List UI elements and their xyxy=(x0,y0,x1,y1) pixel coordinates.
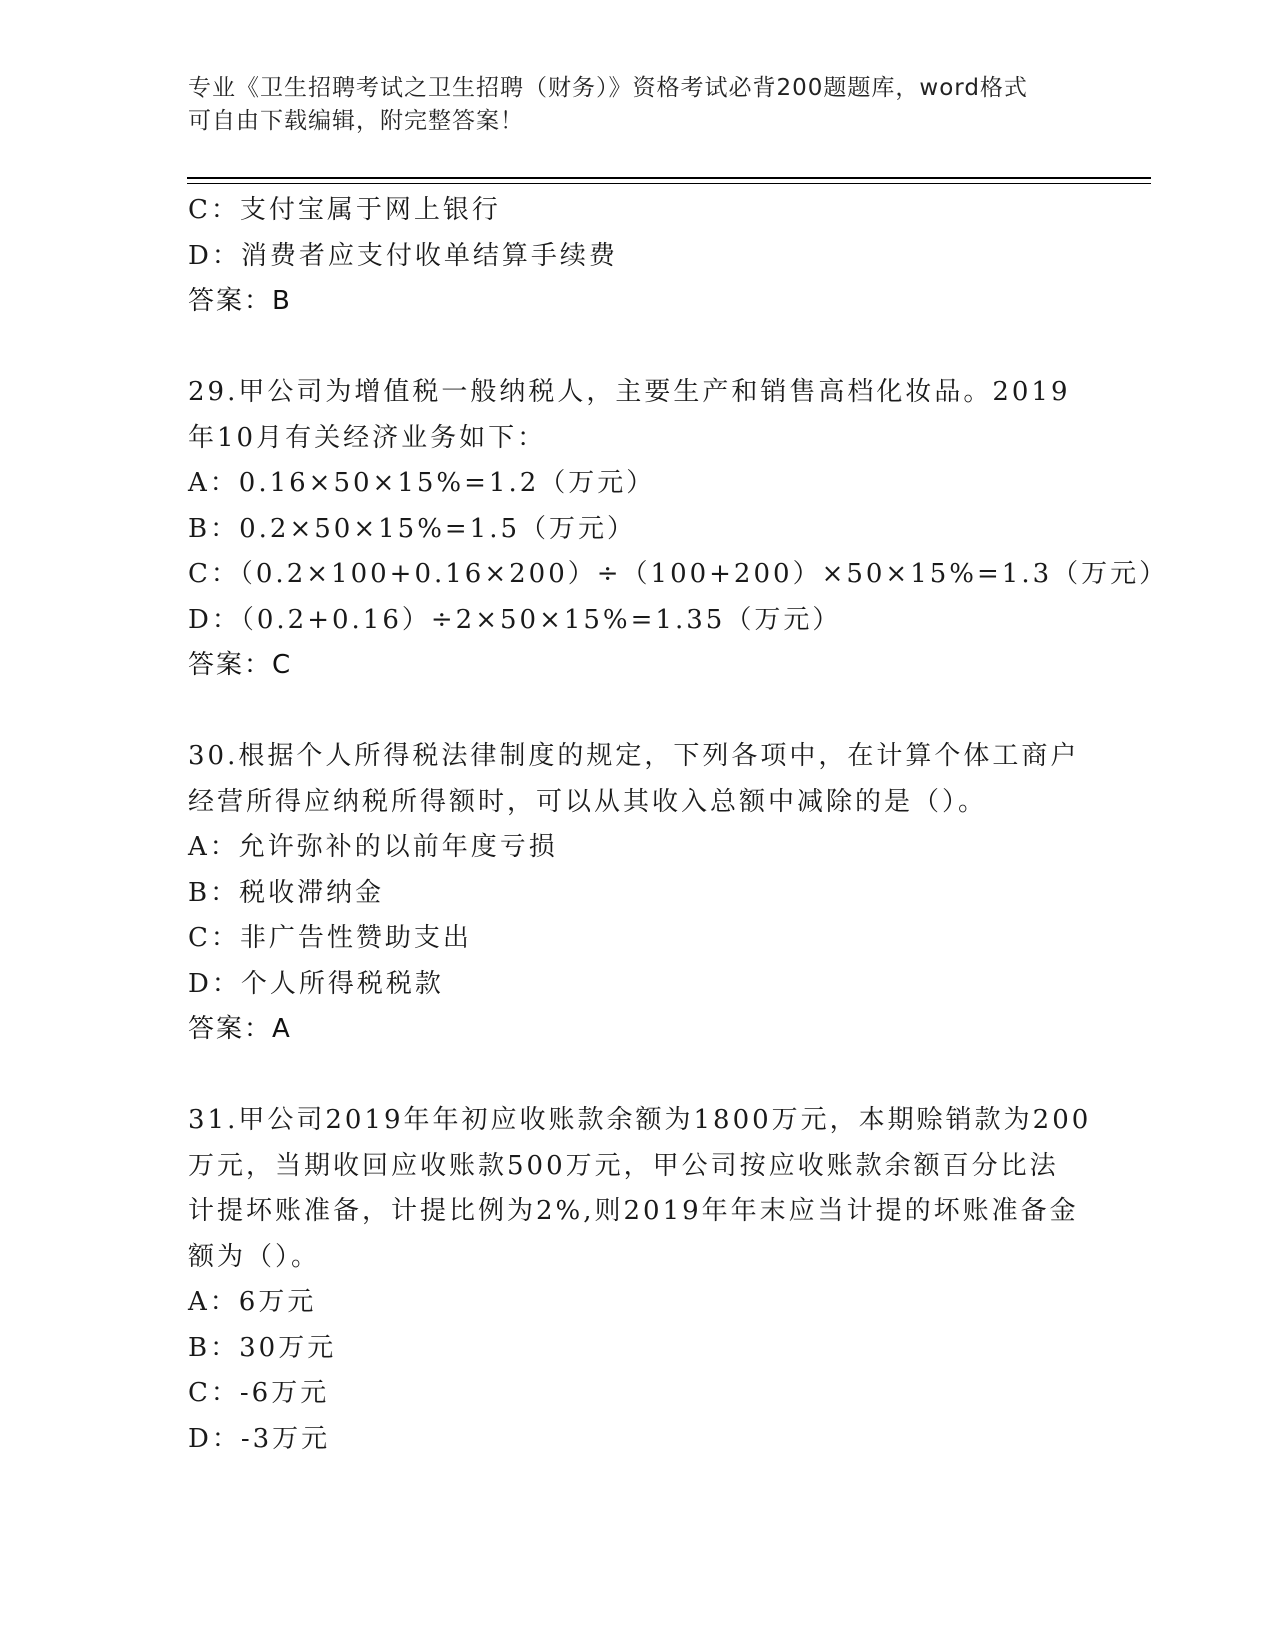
question-stem-line: 年10月有关经济业务如下： xyxy=(188,422,547,453)
option-d: D：个人所得税税款 xyxy=(188,968,444,999)
option-a: A：允许弥补的以前年度亏损 xyxy=(188,832,558,862)
option-d: D：（0.2+0.16）÷2×50×15%=1.35（万元） xyxy=(188,604,842,635)
option-a: A：6万元 xyxy=(188,1287,317,1317)
spacer xyxy=(188,325,1088,371)
spacer xyxy=(188,689,1088,735)
answer-line: 答案：B xyxy=(188,286,292,316)
option-c: C：（0.2×100+0.16×200）÷（100+200）×50×15%=1.3（万元） xyxy=(188,559,1169,589)
answer-line: 答案：C xyxy=(188,650,293,680)
option-b: B：税收滞纳金 xyxy=(188,877,385,908)
question-stem-line: 31.甲公司2019年年初应收账款余额为1800万元，本期赊销款为200 xyxy=(188,1105,1092,1135)
question-30 xyxy=(188,734,1088,1053)
option-c: C：非广告性赞助支出 xyxy=(188,923,472,953)
question-stem-line: 额为（）。 xyxy=(188,1241,321,1272)
header-rule-thick xyxy=(187,177,1151,179)
header-title-line-2: 可自由下载编辑，附完整答案！ xyxy=(188,108,524,134)
document-body xyxy=(188,188,1169,1462)
question-31 xyxy=(188,1098,1092,1462)
question-stem-line: 万元，当期收回应收账款500万元，甲公司按应收账款余额百分比法 xyxy=(188,1150,1059,1181)
option-b: B：30万元 xyxy=(188,1332,337,1363)
question-stem-line: 经营所得应纳税所得额时，可以从其收入总额中减除的是（）。 xyxy=(188,786,988,817)
question-29 xyxy=(188,370,1169,689)
question-stem-line: 30.根据个人所得税法律制度的规定，下列各项中，在计算个体工商户 xyxy=(188,741,1080,771)
question-stem-line: 计提坏账准备，计提比例为2%,则2019年年末应当计提的坏账准备金 xyxy=(188,1196,1079,1226)
header-rule-thin xyxy=(187,183,1151,184)
question-28-continued xyxy=(188,188,1088,325)
answer-line: 答案：A xyxy=(188,1014,292,1044)
question-stem-line: 29.甲公司为增值税一般纳税人，主要生产和销售高档化妆品。2019 xyxy=(188,377,1071,407)
header-title-line-1: 专业《卫生招聘考试之卫生招聘（财务）》资格考试必背200题题库，word格式 xyxy=(188,75,1028,101)
option-d: D：-3万元 xyxy=(188,1423,331,1454)
option-d: D：消费者应支付收单结算手续费 xyxy=(188,240,618,271)
option-c: C：-6万元 xyxy=(188,1378,330,1408)
spacer xyxy=(188,1053,1088,1099)
document-header xyxy=(188,72,1088,138)
option-c: C：支付宝属于网上银行 xyxy=(188,195,501,225)
option-a: A：0.16×50×15%=1.2（万元） xyxy=(188,468,656,498)
option-b: B：0.2×50×15%=1.5（万元） xyxy=(188,513,637,544)
